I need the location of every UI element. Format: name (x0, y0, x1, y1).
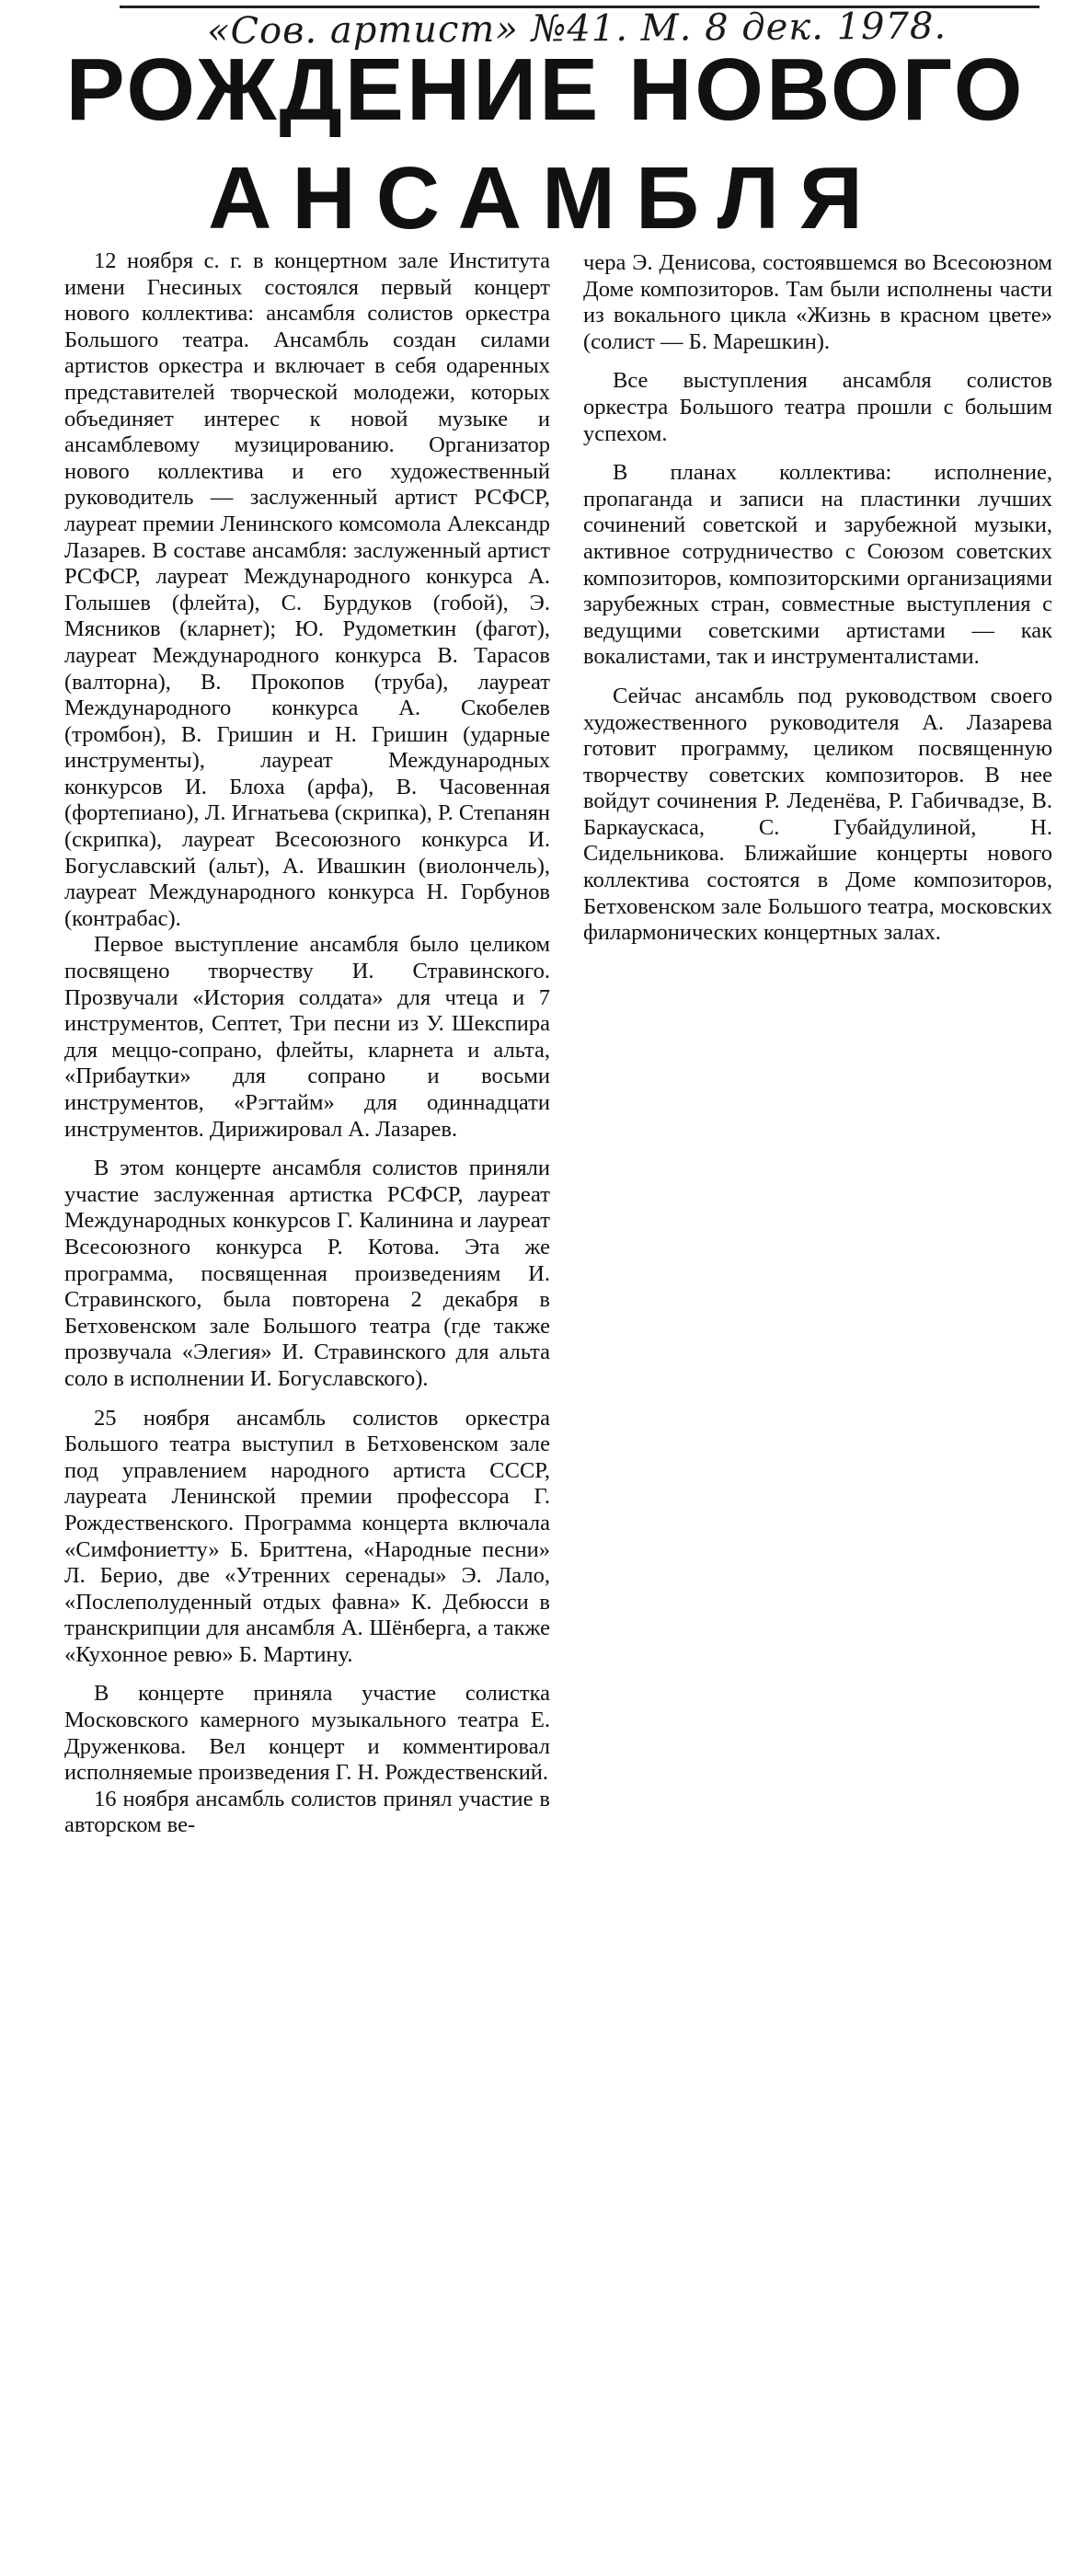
article-paragraph: Первое выступление ансамбля было целиком посвящено творчеству И. Стравинского. Прозвучали «История солдата» для чтеца и 7 инструментов, Септет, Три песни из У. Шекспира для меццо-сопрано, флейты, кларнета и альта, «Прибаутки» для сопрано и восьми инструментов, «Рэгтайм» для одиннадцати инструментов. Дирижировал А. Лазарев. (64, 932, 550, 1142)
article-paragraph: Все выступления ансамбля солистов оркестра Большого театра прошли с большим успехом. (583, 368, 1052, 446)
article-column-left (64, 248, 550, 1839)
article-paragraph: чера Э. Денисова, состоявшемся во Всесоюзном Доме композиторов. Там были исполнены части из вокального цикла «Жизнь в красном цвете» (солист — Б. Марешкин). (583, 250, 1052, 354)
headline-line-1: РОЖДЕНИЕ НОВОГО (65, 40, 1026, 139)
headline-line-2: АНСАМБЛЯ (208, 149, 883, 247)
article-paragraph: В этом концерте ансамбля солистов приняли участие заслуженная артистка РСФСР, лауреат Международных конкурсов Г. Калинина и лауреат Всесоюзного конкурса Р. Котова. Эта же программа, посвященная произведениям И. Стравинского, была повторена 2 декабря в Бетховенском зале Большого театра (где также прозвучала «Элегия» И. Стравинского для альта соло в исполнении И. Богуславского). (64, 1156, 550, 1391)
article-paragraph: 12 ноября с. г. в концертном зале Института имени Гнесиных состоялся первый концерт нового коллектива: ансамбля солистов оркестра Большого театра. Ансамбль создан силами артистов оркестра и включает в себя одаренных представителей творческой молодежи, которых объединяет интерес к новой музыке и ансамблевому музицированию. Организатор нового коллектива и его художественный руководитель — заслуженный артист РСФСР, лауреат премии Ленинского комсомола Александр Лазарев. В составе ансамбля: заслуженный артист РСФСР, лауреат Международного конкурса А. Голышев (флейта), С. Бурдуков (гобой), Э. Мясников (кларнет); Ю. Рудометкин (фагот), лауреат Международного конкурса В. Тарасов (валторна), В. Прокопов (труба), лауреат Международного конкурса А. Скобелев (тромбон), В. Гришин и Н. Гришин (ударные инструменты), лауреат Международных конкурсов И. Блоха (арфа), В. Часовенная (фортепиано), Л. Игнатьева (скрипка), Р. Степанян (скрипка), лауреат Всесоюзного конкурса И. Богуславский (альт), А. Ивашкин (виолончель), лауреат Международного конкурса Н. Горбунов (контрабас). (64, 248, 550, 931)
article-paragraph: В планах коллектива: исполнение, пропаганда и записи на пластинки лучших сочинений советской и зарубежной музыки, активное сотрудничество с Союзом советских композиторов, композиторскими организациями зарубежных стран, совместные выступления с ведущими советскими артистами — как вокалистами, так и инструменталистами. (583, 460, 1052, 670)
article-paragraph: В концерте приняла участие солистка Московского камерного музыкального театра Е. Друженкова. Вел концерт и комментировал исполняемые произведения Г. Н. Рождественский. (64, 1681, 550, 1786)
article-paragraph: 16 ноября ансамбль солистов принял участие в авторском ве- (64, 1786, 550, 1838)
article-paragraph: 25 ноября ансамбль солистов оркестра Большого театра выступил в Бетховенском зале под управлением народного артиста СССР, лауреата Ленинской премии профессора Г. Рождественского. Программа концерта включала «Симфониетту» Б. Бриттена, «Народные песни» Л. Берио, две «Утренних серенады» Э. Лало, «Послеполуденный отдых фавна» К. Дебюсси в транскрипции для ансамбля А. Шёнберга, а также «Кухонное ревю» Б. Мартину. (64, 1405, 550, 1667)
handwritten-source-note: «Сов. артист» №41. М. 8 дек. 1978. (206, 5, 947, 53)
article-paragraph: Сейчас ансамбль под руководством своего художественного руководителя А. Лазарева готовит программу, целиком посвященную творчеству советских композиторов. В нее войдут сочинения Р. Леденёва, Р. Габичвадзе, В. Баркаускаса, С. Губайдулиной, Н. Сидельникова. Ближайшие концерты нового коллектива состоятся в Доме композиторов, Бетховенском зале Большого театра, московских филармонических концертных залах. (583, 683, 1052, 946)
article-column-right (583, 250, 1052, 947)
